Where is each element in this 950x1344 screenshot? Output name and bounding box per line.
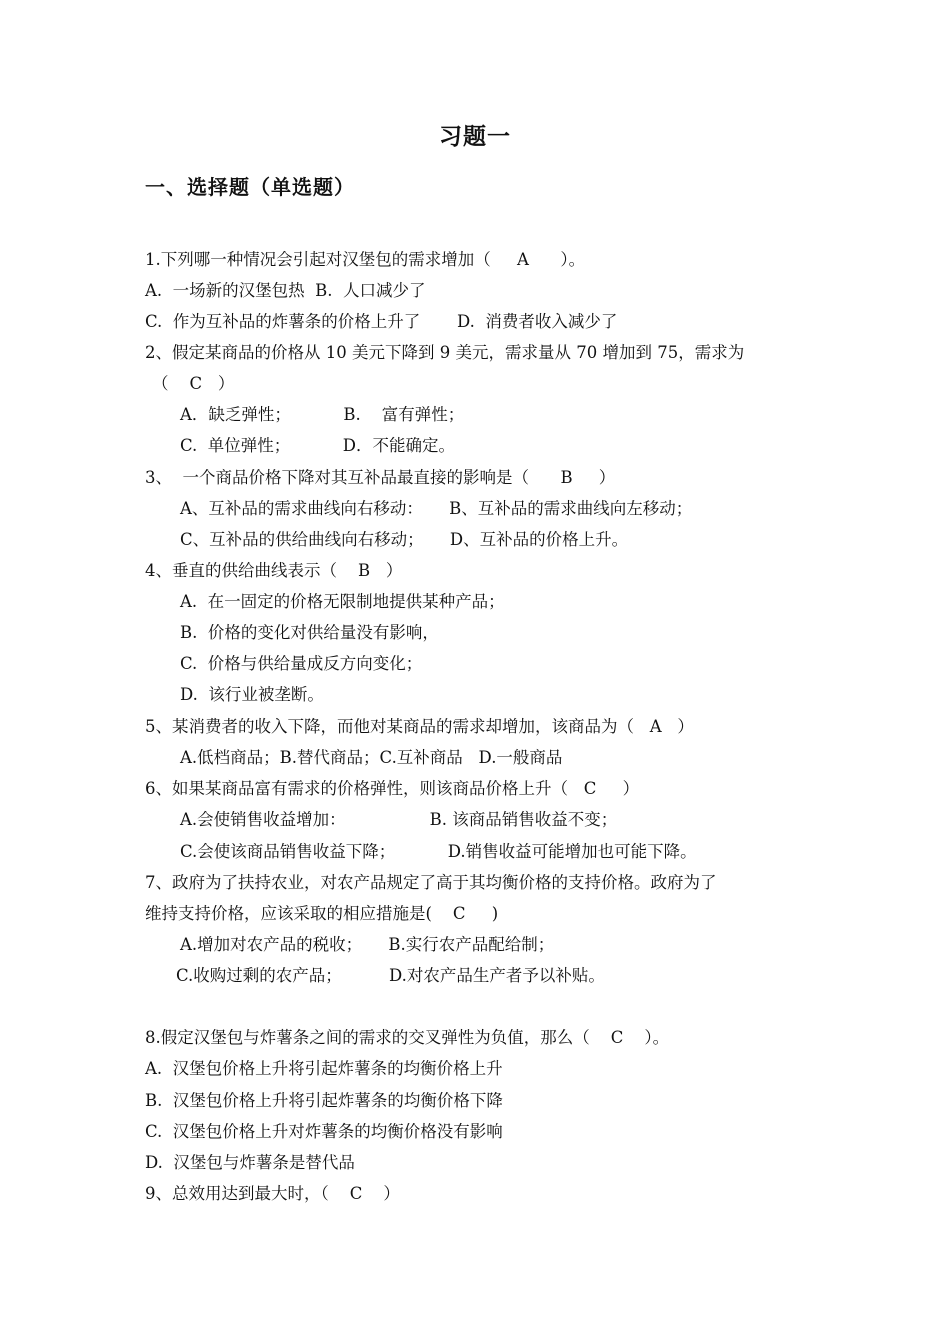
q4-option-c: C. 价格与供给量成反方向变化；: [180, 654, 423, 673]
q7-options-ab: A.增加对农产品的税收； B.实行农产品配给制；: [180, 935, 555, 954]
question-5: 5、某消费者的收入下降，而他对某商品的需求却增加，该商品为（ A ）: [145, 717, 694, 736]
question-6: 6、如果某商品富有需求的价格弹性，则该商品价格上升（ C ）: [145, 779, 640, 798]
question-2: 2、假定某商品的价格从 10 美元下降到 9 美元，需求量从 70 增加到 75，需求为: [145, 343, 745, 362]
page-title: 习题一: [439, 124, 511, 150]
question-3: 3、 一个商品价格下降对其互补品最直接的影响是（ B ）: [145, 468, 616, 487]
question-4: 4、垂直的供给曲线表示（ B ）: [145, 561, 403, 580]
question-9: 9、总效用达到最大时，（ C ）: [145, 1184, 400, 1203]
q2-answer: （ C ）: [152, 374, 235, 393]
q4-option-b: B. 价格的变化对供给量没有影响，: [180, 623, 439, 642]
q3-options-ab: A、互补品的需求曲线向右移动： B、互补品的需求曲线向左移动；: [180, 499, 693, 518]
q8-option-b: B. 汉堡包价格上升将引起炸薯条的均衡价格下降: [145, 1091, 503, 1110]
q8-option-d: D. 汉堡包与炸薯条是替代品: [145, 1153, 355, 1172]
q2-options-ab: A．缺乏弹性； B. 富有弹性；: [180, 405, 465, 424]
question-7: 7、政府为了扶持农业，对农产品规定了高于其均衡价格的支持价格。政府为了: [145, 873, 717, 892]
q1-options-ab: A. 一场新的汉堡包热 B. 人口减少了: [145, 281, 426, 300]
question-8: 8.假定汉堡包与炸薯条之间的需求的交叉弹性为负值，那么（ C ）。: [145, 1028, 670, 1047]
q4-option-a: A. 在一固定的价格无限制地提供某种产品；: [180, 592, 505, 611]
section-heading: 一、选择题（单选题）: [145, 175, 355, 199]
q3-options-cd: C、互补品的供给曲线向右移动； D、互补品的价格上升。: [180, 530, 629, 549]
q2-options-cd: C. 单位弹性； D．不能确定。: [180, 436, 455, 455]
q6-options-ab: A.会使销售收益增加： B. 该商品销售收益不变；: [180, 810, 618, 829]
question-1: 1.下列哪一种情况会引起对汉堡包的需求增加（ A ）。: [145, 250, 586, 269]
q6-options-cd: C.会使该商品销售收益下降； D.销售收益可能增加也可能下降。: [180, 842, 697, 861]
q7-options-cd: C.收购过剩的农产品； D.对农产品生产者予以补贴。: [176, 966, 605, 985]
q1-options-cd: C. 作为互补品的炸薯条的价格上升了 D. 消费者收入减少了: [145, 312, 618, 331]
q8-option-c: C. 汉堡包价格上升对炸薯条的均衡价格没有影响: [145, 1122, 503, 1141]
q5-options: A.低档商品；B.替代商品；C.互补商品 D.一般商品: [180, 748, 563, 767]
q4-option-d: D. 该行业被垄断。: [180, 685, 324, 704]
question-7-cont: 维持支持价格，应该采取的相应措施是( C ): [145, 904, 499, 923]
q8-option-a: A. 汉堡包价格上升将引起炸薯条的均衡价格上升: [145, 1059, 503, 1078]
